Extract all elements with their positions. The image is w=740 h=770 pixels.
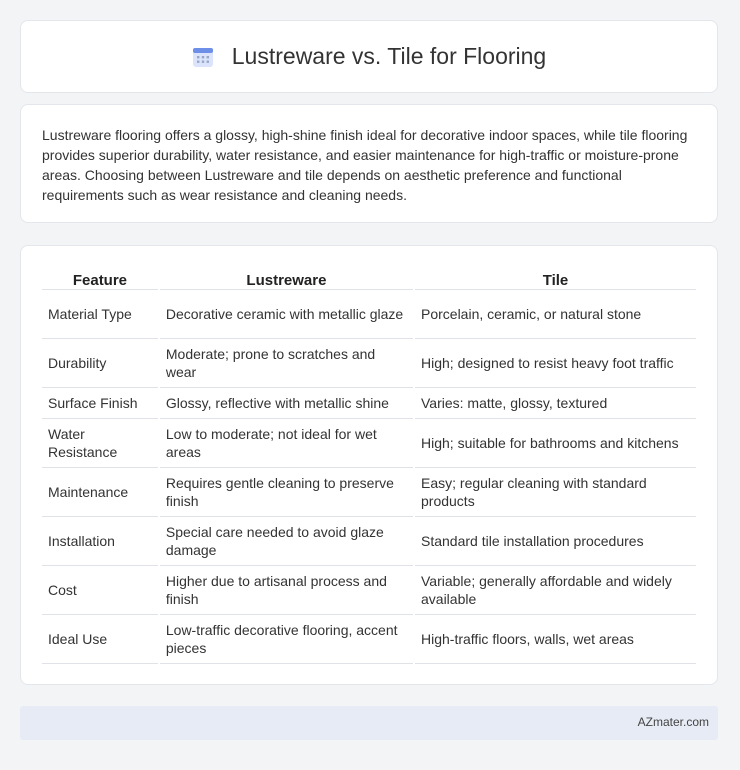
tile-cell: High; suitable for bathrooms and kitchens [415, 419, 696, 468]
calendar-icon [192, 46, 214, 68]
feature-cell: Surface Finish [42, 388, 158, 419]
table-row [42, 468, 696, 517]
header-feature: Feature [42, 264, 158, 290]
table-row [42, 566, 696, 615]
feature-cell: Water Resistance [42, 419, 158, 468]
feature-cell: Maintenance [42, 468, 158, 517]
lustreware-cell: Requires gentle cleaning to preserve finish [160, 468, 413, 517]
footer [20, 706, 718, 740]
lustreware-cell: Higher due to artisanal process and finish [160, 566, 413, 615]
lustreware-cell: Moderate; prone to scratches and wear [160, 339, 413, 388]
header-lustreware: Lustreware [160, 264, 413, 290]
table-row [42, 290, 696, 339]
lustreware-cell: Special care needed to avoid glaze damage [160, 517, 413, 566]
lustreware-cell: Low-traffic decorative flooring, accent pieces [160, 615, 413, 664]
header-tile: Tile [415, 264, 696, 290]
feature-cell: Installation [42, 517, 158, 566]
tile-cell: Varies: matte, glossy, textured [415, 388, 696, 419]
page-title: Lustreware vs. Tile for Flooring [231, 43, 547, 69]
comparison-table [40, 264, 698, 664]
lustreware-cell: Decorative ceramic with metallic glaze [160, 290, 413, 339]
comparison-card [20, 245, 718, 685]
table-row [42, 615, 696, 664]
tile-cell: High-traffic floors, walls, wet areas [415, 615, 696, 664]
lustreware-cell: Low to moderate; not ideal for wet areas [160, 419, 413, 468]
table-row [42, 419, 696, 468]
feature-cell: Cost [42, 566, 158, 615]
tile-cell: Variable; generally affordable and widely available [415, 566, 696, 615]
intro-card [20, 104, 718, 223]
table-row [42, 339, 696, 388]
feature-cell: Durability [42, 339, 158, 388]
lustreware-cell: Glossy, reflective with metallic shine [160, 388, 413, 419]
table-row [42, 388, 696, 419]
intro-text: Lustreware flooring offers a glossy, high-shine finish ideal for decorative indoor spaces, while tile flooring provides superior durability, water resistance, and easier maintenance for high-traffic or moisture-prone areas. Choosing between Lustreware and tile depends on aesthetic preference and functional requirements such as wear resistance and cleaning needs. [42, 127, 688, 203]
feature-cell: Material Type [42, 290, 158, 339]
feature-cell: Ideal Use [42, 615, 158, 664]
tile-cell: Standard tile installation procedures [415, 517, 696, 566]
tile-cell: High; designed to resist heavy foot traffic [415, 339, 696, 388]
title-card [20, 20, 718, 93]
tile-cell: Porcelain, ceramic, or natural stone [415, 290, 696, 339]
footer-brand: AZmater.com [637, 715, 709, 729]
table-row [42, 517, 696, 566]
tile-cell: Easy; regular cleaning with standard products [415, 468, 696, 517]
